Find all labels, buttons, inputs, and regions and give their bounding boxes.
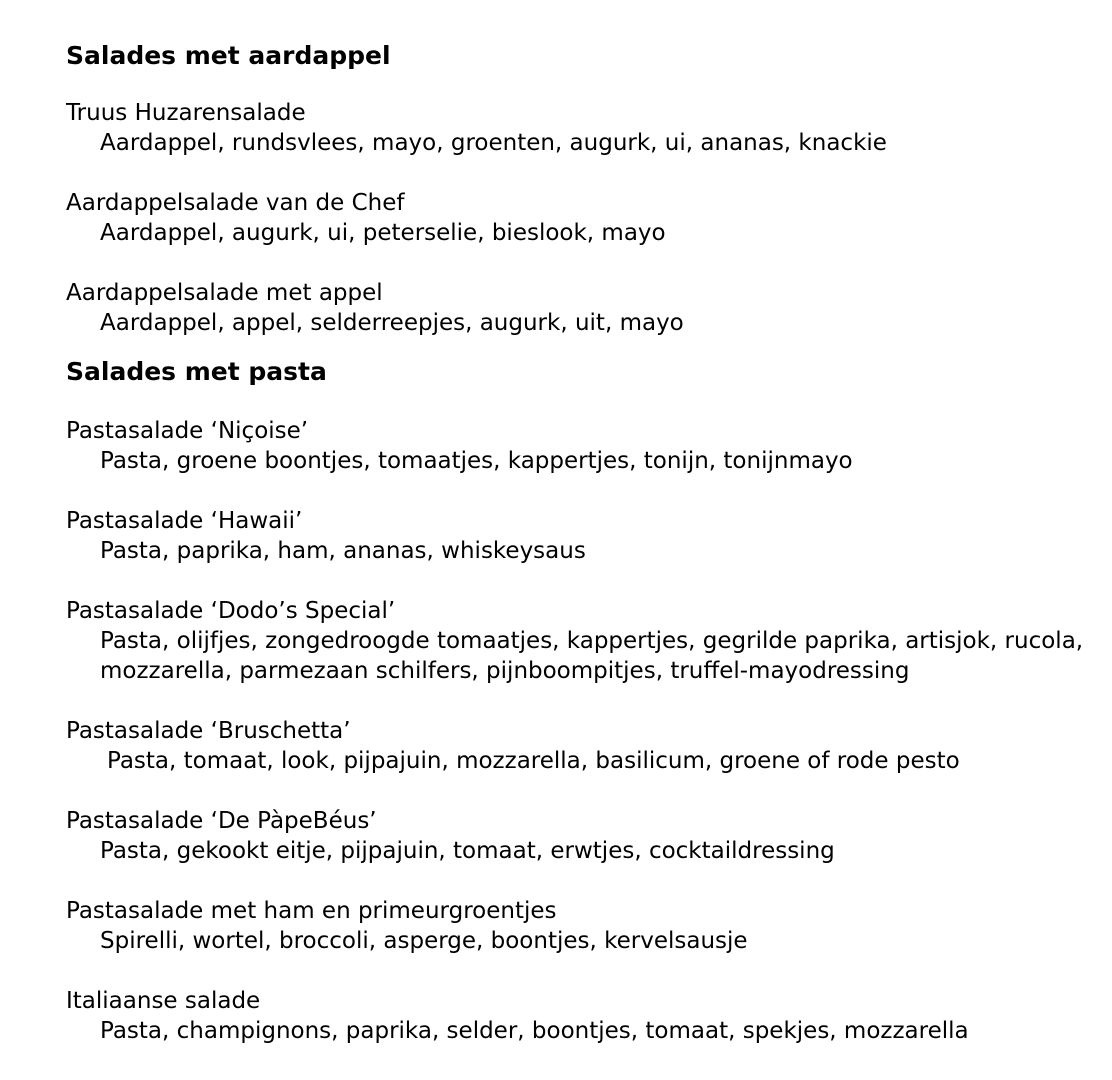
menu-item (66, 188, 1112, 248)
item-name: Pastasalade ‘Bruschetta’ (66, 718, 351, 744)
menu-item (66, 278, 1112, 338)
menu-item (66, 506, 1112, 566)
item-ingredients: Aardappel, augurk, ui, peterselie, bieslook, mayo (100, 220, 666, 246)
item-name: Pastasalade ‘Dodo’s Special’ (66, 598, 396, 624)
item-name: Pastasalade met ham en primeurgroentjes (66, 898, 557, 924)
item-name: Truus Huzarensalade (66, 100, 306, 126)
menu-item (66, 896, 1112, 956)
item-ingredients: Pasta, tomaat, look, pijpajuin, mozzarella, basilicum, groene of rode pesto (107, 748, 960, 774)
item-ingredients: Aardappel, appel, selderreepjes, augurk, uit, mayo (100, 310, 684, 336)
menu-item (66, 986, 1112, 1046)
menu-item (66, 716, 1112, 776)
item-name: Pastasalade ‘De PàpeBéus’ (66, 808, 377, 834)
item-name: Aardappelsalade van de Chef (66, 190, 405, 216)
section-heading-pasta: Salades met pasta (66, 357, 327, 386)
item-ingredients: Aardappel, rundsvlees, mayo, groenten, augurk, ui, ananas, knackie (100, 130, 887, 156)
item-ingredients: Pasta, gekookt eitje, pijpajuin, tomaat, erwtjes, cocktaildressing (100, 838, 835, 864)
menu-page (66, 36, 1112, 1046)
item-ingredients: Spirelli, wortel, broccoli, asperge, boontjes, kervelsausje (100, 928, 748, 954)
item-ingredients: Pasta, paprika, ham, ananas, whiskeysaus (100, 538, 586, 564)
menu-item (66, 596, 1112, 686)
item-name: Pastasalade ‘Niçoise’ (66, 418, 309, 444)
item-ingredients: Pasta, groene boontjes, tomaatjes, kappertjes, tonijn, tonijnmayo (100, 448, 853, 474)
menu-item (66, 98, 1112, 158)
item-ingredients: Pasta, olijfjes, zongedroogde tomaatjes, kappertjes, gegrilde paprika, artisjok, rucola, (100, 628, 1084, 654)
item-name: Italiaanse salade (66, 988, 261, 1014)
section-heading-potato: Salades met aardappel (66, 41, 391, 70)
item-name: Aardappelsalade met appel (66, 280, 383, 306)
item-name: Pastasalade ‘Hawaii’ (66, 508, 303, 534)
item-ingredients: Pasta, champignons, paprika, selder, boontjes, tomaat, spekjes, mozzarella (100, 1018, 969, 1044)
menu-item (66, 416, 1112, 476)
menu-item (66, 806, 1112, 866)
item-ingredients: mozzarella, parmezaan schilfers, pijnboompitjes, truffel-mayodressing (100, 658, 910, 684)
